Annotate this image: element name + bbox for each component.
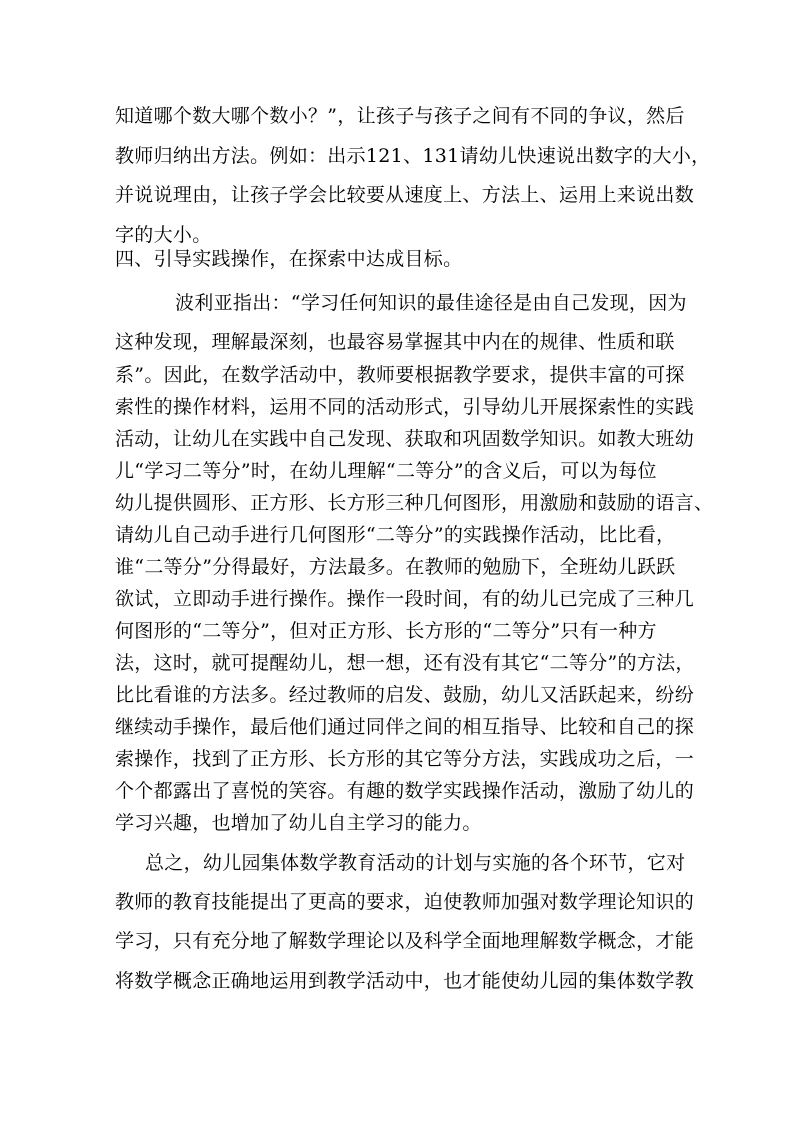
text-line: 儿“学习二等分”时，在幼儿理解“二等分”的含义后，可以为每位 xyxy=(115,460,657,482)
section-heading: 四、引导实践操作，在探索中达成目标。 xyxy=(115,248,463,270)
text-line: 字的大小。 xyxy=(115,224,212,246)
text-line: 活动，让幼儿在实践中自己发现、获取和巩固数学知识。如教大班幼 xyxy=(115,428,695,450)
text-line: 何图形的“二等分”，但对正方形、长方形的“二等分”只有一种方 xyxy=(115,620,657,642)
text-line: 请幼儿自己动手进行几何图形“二等分”的实践操作活动，比比看， xyxy=(115,524,676,546)
text-line: 教师的教育技能提出了更高的要求，迫使教师加强对数学理论知识的 xyxy=(115,891,695,913)
text-line: 并说说理由，让孩子学会比较要从速度上、方法上、运用上来说出数 xyxy=(115,184,695,206)
text-line: 将数学概念正确地运用到教学活动中，也才能使幼儿园的集体数学教 xyxy=(115,970,695,992)
paragraph-first-line: 波利亚指出：“学习任何知识的最佳途径是由自己发现，因为 xyxy=(175,292,687,314)
text-line: 教师归纳出方法。例如：出示121、131请幼儿快速说出数字的大小， xyxy=(115,145,711,167)
text-line: 系”。因此，在数学活动中，教师要根据教学要求，提供丰富的可探 xyxy=(115,364,685,386)
text-line: 比比看谁的方法多。经过教师的启发、鼓励，幼儿又活跃起来，纷纷 xyxy=(115,684,695,706)
text-line: 个个都露出了喜悦的笑容。有趣的数学实践操作活动，激励了幼儿的 xyxy=(115,780,695,802)
text-line: 欲试，立即动手进行操作。操作一段时间，有的幼儿已完成了三种几 xyxy=(115,588,695,610)
text-line: 法，这时，就可提醒幼儿，想一想，还有没有其它“二等分”的方法， xyxy=(115,652,695,674)
text-line: 知道哪个数大哪个数小？”，让孩子与孩子之间有不同的争议，然后 xyxy=(115,105,685,127)
text-line: 索性的操作材料，运用不同的活动形式，引导幼儿开展探索性的实践 xyxy=(115,396,695,418)
text-line: 索操作，找到了正方形、长方形的其它等分方法，实践成功之后，一 xyxy=(115,748,695,770)
text-line: 谁“二等分”分得最好，方法最多。在教师的勉励下，全班幼儿跃跃 xyxy=(115,556,676,578)
text-line: 这种发现，理解最深刻，也最容易掌握其中内在的规律、性质和联 xyxy=(115,331,675,353)
text-line: 继续动手操作，最后他们通过同伴之间的相互指导、比较和自己的探 xyxy=(115,716,695,738)
text-line: 学习兴趣，也增加了幼儿自主学习的能力。 xyxy=(115,812,482,834)
paragraph-first-line: 总之，幼儿园集体数学教育活动的计划与实施的各个环节，它对 xyxy=(145,852,686,874)
text-line: 幼儿提供圆形、正方形、长方形三种几何图形，用激励和鼓励的语言、 xyxy=(115,492,714,514)
text-line: 学习，只有充分地了解数学理论以及科学全面地理解数学概念，才能 xyxy=(115,930,695,952)
